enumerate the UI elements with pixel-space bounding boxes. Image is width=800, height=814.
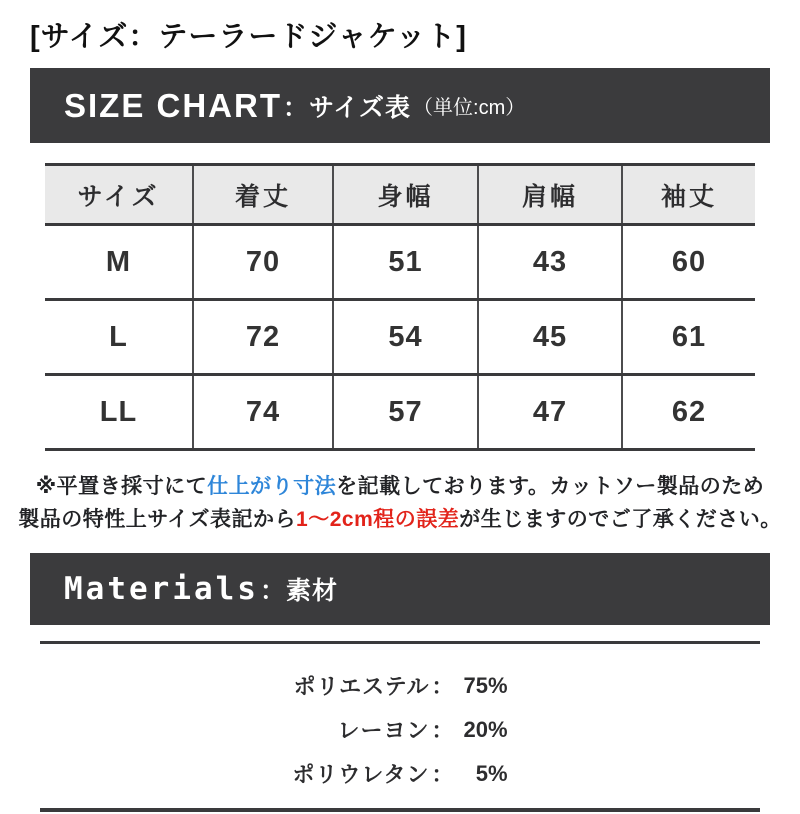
size-chart-banner-title-ja: サイズ表 [309,93,412,122]
materials-banner-title-ja: 素材 [286,577,339,605]
table-cell: 47 [477,376,621,448]
note-line-1: ※平置き採寸にて仕上がり寸法を記載しております。カットソー製品のため [35,475,765,498]
column-header-size: サイズ [77,182,160,211]
column-header-body-width: 身幅 [332,166,477,223]
table-cell: 45 [477,301,621,373]
materials-banner-title-en: Materials [64,571,259,607]
table-cell: 74 [192,376,332,448]
material-label: レーヨン [337,718,430,743]
measurement-note [0,470,800,536]
material-label: ポリウレタン [292,762,430,787]
size-table-header-row [45,166,755,226]
material-value: 20% [463,716,508,742]
material-label: ポリエステル [293,674,430,699]
material-value: 75% [463,672,508,698]
materials-banner [30,553,770,625]
table-cell: 61 [621,301,755,373]
size-chart-banner-separator: ： [283,93,309,122]
material-value: 5% [475,760,508,786]
table-cell: 70 [192,226,332,298]
table-cell: 57 [332,376,477,448]
table-cell: LL [99,395,138,428]
table-cell: 43 [477,226,621,298]
materials-banner-separator: ： [259,577,285,605]
table-row-m [45,226,755,301]
size-chart-unit-note: （単位:cm） [413,97,526,119]
tolerance-highlight: 1〜2cm程の誤差 [296,508,460,531]
bottom-divider-line [40,808,760,812]
table-cell: M [105,245,132,278]
column-header-sleeve-length: 袖丈 [621,166,755,223]
column-header-shoulder-width: 肩幅 [477,166,621,223]
material-colon: ： [431,718,454,743]
size-chart-banner-title-en: SIZE CHART [64,86,282,124]
table-cell: 72 [192,301,332,373]
table-cell: 62 [621,376,755,448]
table-cell: 51 [332,226,477,298]
materials-list [292,670,507,789]
column-header-length: 着丈 [192,166,332,223]
table-cell: 54 [332,301,477,373]
table-cell: 60 [621,226,755,298]
table-row-ll [45,376,755,451]
size-chart-banner [30,68,770,143]
divider-line [40,641,760,644]
page-title: [サイズ：テーラードジャケット] [30,21,467,53]
table-row-l [45,301,755,376]
material-colon: ： [431,762,454,787]
note-line-2: 製品の特性上サイズ表記から1〜2cm程の誤差が生じますのでご了承ください。 [18,508,782,531]
material-colon: ： [431,674,454,699]
size-table [45,163,755,451]
table-cell: L [109,320,128,353]
finished-measurement-highlight: 仕上がり寸法 [207,475,337,498]
